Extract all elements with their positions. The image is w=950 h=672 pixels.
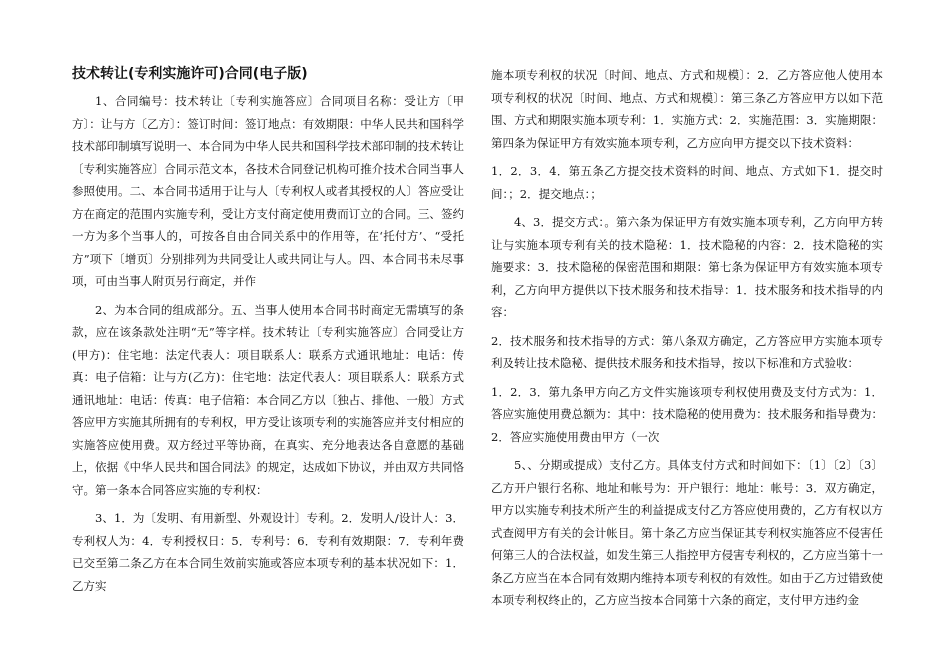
paragraph-fee: 1．2．3．第九条甲方向乙方文件实施该项专利权使用费及支付方式为：1．答应实施使用费总额为：其中：技术隐秘的使用费为：技术服务和指导费为：2．答应实施使用费由甲方（一次 <box>491 384 883 444</box>
paragraph-service-method: 2．技术服务和技术指导的方式：第八条双方确定，乙方答应甲方实施本项专利及转让技术隐秘、提供技术服务和技术指导，按以下标准和方式验收： <box>491 333 883 370</box>
paragraph-5: 5、、分期或提成）支付乙方。具体支付方式和时间如下：〔1〕〔2〕〔3〕乙方开户银行名称、地址和帐号为：开户银行：地址：帐号：3．双方确定，甲方以实施专利技术所产生的利益提成支付乙方答应使用费的，乙方有权以方式查阅甲方有关的会计帐目。第十条乙方应当保证其专利权实施答应不侵害任何第三人的合法权益，如发生第三人指控甲方侵害专利权的，乙方应当第十一条乙方应当在本合同有效期内维持本项专利权的有效性。如由于乙方过错致使本项专利权终止的，乙方应当按本合同第十六条的商定，支付甲方违约金 <box>491 458 883 607</box>
left-column <box>72 64 464 603</box>
paragraph-2: 2、为本合同的组成部分。五、当事人使用本合同书时商定无需填写的条款，应在该条款处注明“无”等字样。技术转让〔专利实施答应〕合同受让方(甲方)：住宅地：法定代表人：项目联系人：联系方式通讯地址：电话：传真：电子信箱：让与方(乙方)：住宅地：法定代表人：项目联系人：联系方式通讯地址：电话：传真：电子信箱：本合同乙方以〔独占、排他、一般〕方式答应甲方实施其所拥有的专利权，甲方受让该项专利的实施答应并支付相应的实施答应使用费。双方经过平等协商，在真实、充分地表达各自意愿的基础上，依据《中华人民共和国合同法》的规定，达成如下协议，并由双方共同恪守。第一条本合同答应实施的专利权： <box>72 302 464 497</box>
paragraph-4: 4、3．提交方式：。第六条为保证甲方有效实施本项专利，乙方向甲方转让与实施本项专利有关的技术隐秘：1．技术隐秘的内容：2．技术隐秘的实施要求：3．技术隐秘的保密范围和期限：第七条为保证甲方有效实施本项专利，乙方向甲方提供以下技术服务和技术指导：1．技术服务和技术指导的内容： <box>491 215 883 319</box>
paragraph-3-continued: 施本项专利权的状况〔时间、地点、方式和规模〕：2．乙方答应他人使用本项专利权的状况〔时间、地点、方式和规模〕：第三条乙方答应甲方以如下范围、方式和期限实施本项专利：1．实施方式：2．实施范围：3．实施期限：第四条为保证甲方有效实施本项专利，乙方应向甲方提交以下技术资料： <box>491 68 883 150</box>
right-column <box>491 64 883 618</box>
paragraph-1: 1、合同编号：技术转让〔专利实施答应〕合同项目名称：受让方〔甲方〕：让与方〔乙方〕：签订时间：签订地点：有效期限：中华人民共和国科学技术部印制填写说明一、本合同为中华人民共和国科学技术部印制的技术转让〔专利实施答应〕合同示范文本，各技术合同登记机构可推介技术合同当事人参照使用。二、本合同书适用于让与人〔专利权人或者其授权的人〕答应受让方在商定的范围内实施专利，受让方支付商定使用费而订立的合同。三、签约一方为多个当事人的，可按各自由合同关系中的作用等，在‘托付方’、“受托方”项下〔增页〕分别排列为共同受让人或共同让与人。四、本合同书未尽事项，可由当事人附页另行商定，并作 <box>72 94 464 288</box>
paragraph-3: 3、1．为〔发明、有用新型、外观设计〕专利。2．发明人/设计人：3．专利权人为：4．专利授权日：5．专利号：6．专利有效期限：7．专利年费已交至第二条乙方在本合同生效前实施或答应本项专利的基本状况如下：1．乙方实 <box>72 511 464 593</box>
paragraph-delivery-items: 1．2．3．4．第五条乙方提交技术资料的时间、地点、方式如下1．提交时间：；2．提交地点：； <box>491 164 883 201</box>
document-title: 技术转让(专利实施许可)合同(电子版) <box>72 66 308 82</box>
